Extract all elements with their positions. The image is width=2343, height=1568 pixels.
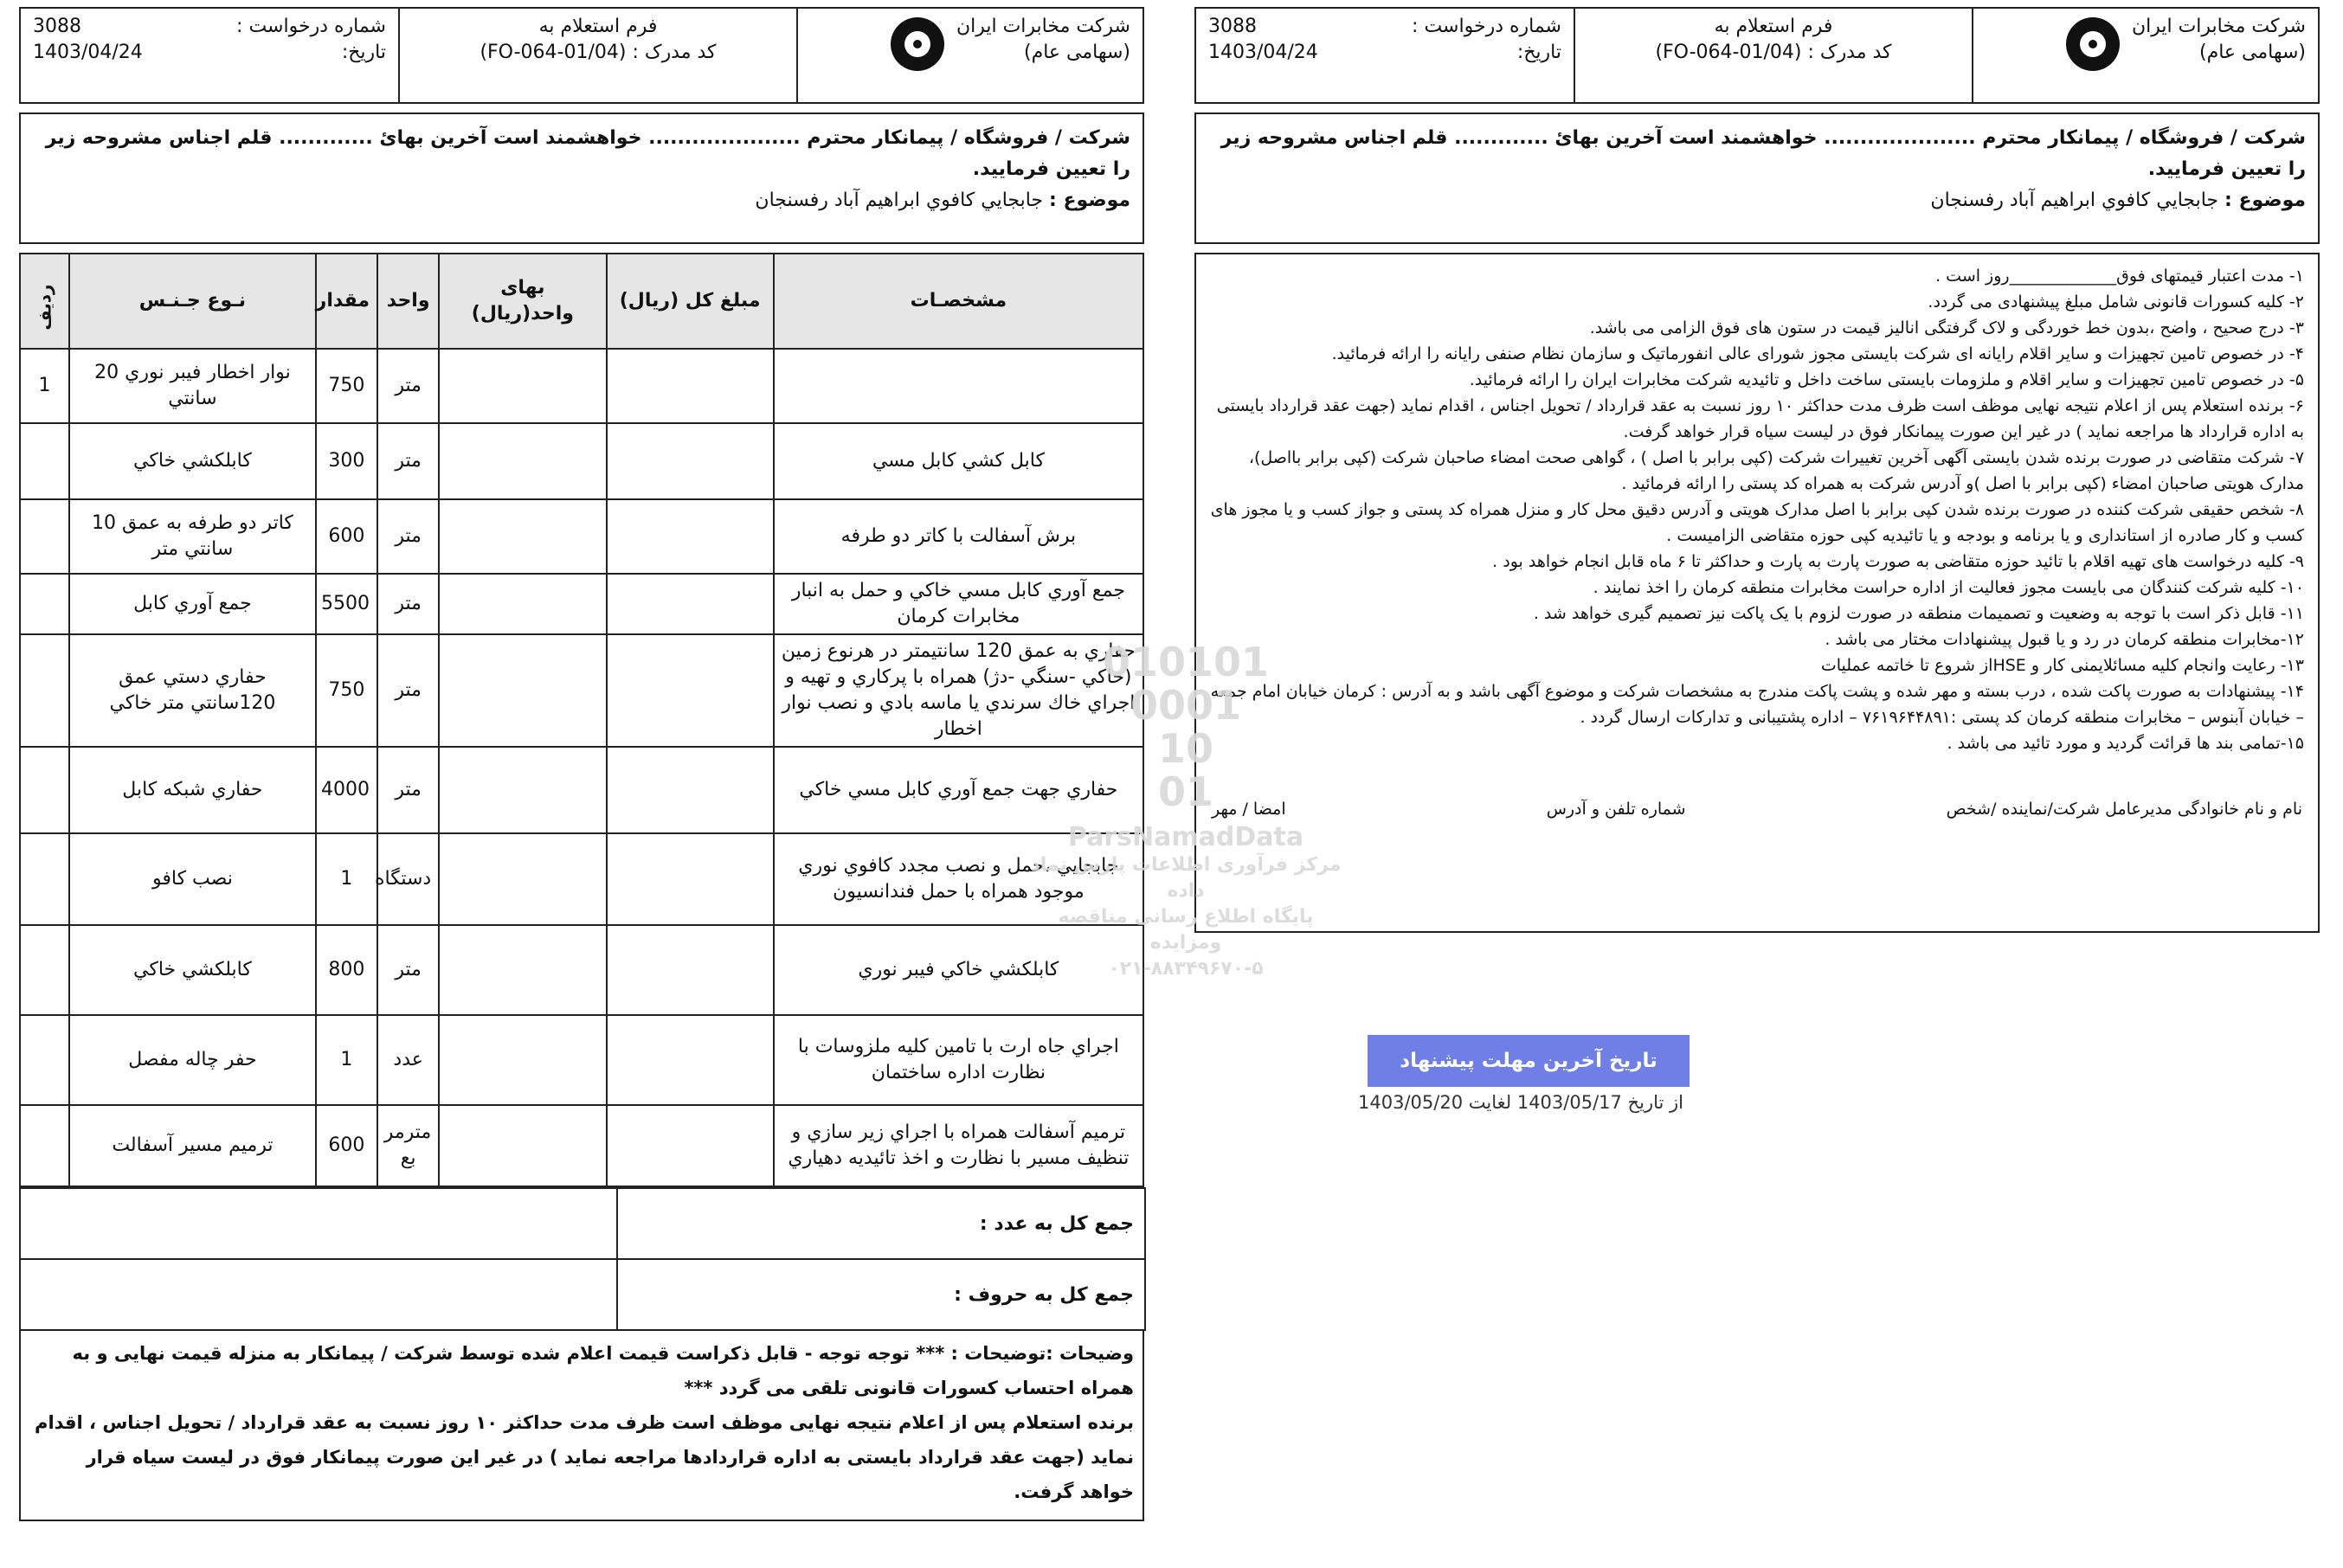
term-item: ۴- در خصوص تامین تجهیزات و سایر اقلام رایانه ای شرکت بایستی مجوز شورای عالی انفورماتیک و سازمان نظام صنفی رایانه را ارائه فرمائید. xyxy=(1331,344,2304,363)
signature-sign-label: امضا / مهر xyxy=(1212,800,1286,819)
cell-spec: جمع آوري كابل مسي خاكي و حمل به انبار مخابرات كرمان xyxy=(774,574,1143,634)
cell-qty: 800 xyxy=(316,925,377,1015)
sum-number-value xyxy=(20,1188,617,1259)
cell-row-no xyxy=(20,423,69,499)
cell-total xyxy=(607,423,774,499)
company-type: (سهامی عام) xyxy=(1023,42,1130,63)
intro-box xyxy=(19,112,1144,244)
cell-type: حفاري دستي عمق 120سانتي متر خاكي xyxy=(69,634,316,747)
cell-row-no xyxy=(20,747,69,833)
table-row xyxy=(20,423,1143,499)
term-item: ۷- شرکت متقاضی در صورت برنده شدن بایستی آگهی آخرین تغییرات شرکت (کپی برابر با اصل ) ، گواهی صحت امضاء صاحبان شرکت (کپی برابر بااصل)، مدارک هویتی صاحبان امضاء (کپی برابر با اصل )و آدرس شرکت به همراه کد پستی را ارائه فرمائید . xyxy=(1248,448,2304,493)
table-row xyxy=(20,1105,1143,1186)
company-block-2 xyxy=(1972,9,2318,102)
cell-total xyxy=(607,499,774,574)
col-row xyxy=(20,254,69,349)
form-title-2: فرم استعلام به xyxy=(1714,16,1833,37)
cell-unit-price xyxy=(439,574,606,634)
cell-type: حفر چاله مفصل xyxy=(69,1015,316,1105)
table-row xyxy=(20,833,1143,925)
cell-qty: 1 xyxy=(316,1015,377,1105)
term-item: ۱۳- رعایت وانجام کلیه مسائلایمنی کار و HSEاز شروع تا خاتمه عملیات xyxy=(1820,656,2304,675)
cell-total xyxy=(607,634,774,747)
items-table xyxy=(19,253,1144,1187)
table-row xyxy=(20,634,1143,747)
cell-total xyxy=(607,833,774,925)
cell-unit-price xyxy=(439,747,606,833)
cell-total xyxy=(607,747,774,833)
cell-unit: متر xyxy=(377,925,439,1015)
cell-unit-price xyxy=(439,634,606,747)
cell-row-no xyxy=(20,499,69,574)
form-title-block xyxy=(398,9,796,102)
deadline-button[interactable]: تاریخ آخرین مهلت پیشنهاد xyxy=(1368,1035,1690,1087)
cell-type: نصب كافو xyxy=(69,833,316,925)
cell-spec xyxy=(774,349,1143,423)
cell-qty: 750 xyxy=(316,349,377,423)
cell-qty: 600 xyxy=(316,1105,377,1186)
company-name: شرکت مخابرات ایران xyxy=(956,16,1130,37)
cell-type: نوار اخطار فيبر نوري 20 سانتي xyxy=(69,349,316,423)
date-label-2: تاریخ: xyxy=(1516,42,1561,63)
table-row xyxy=(20,499,1143,574)
request-block xyxy=(21,9,398,102)
term-item: ۱۲-مخابرات منطقه کرمان در رد و یا قبول پیشنهادات مختار می باشد . xyxy=(1825,630,2304,649)
watermark-line-2: پایگاه اطلاع رسانی مناقصه ومزایده xyxy=(1058,906,1314,954)
cell-unit: متر xyxy=(377,499,439,574)
tci-logo-icon xyxy=(891,17,944,71)
cell-spec: جابجايي ،حمل و نصب مجدد كافوي نوري موجود همراه با حمل فندانسيون xyxy=(774,833,1143,925)
cell-row-no xyxy=(20,1015,69,1105)
cell-type: كابلكشي خاكي xyxy=(69,925,316,1015)
form-header xyxy=(19,7,1144,104)
table-row xyxy=(20,574,1143,634)
cell-type: حفاري شبكه كابل xyxy=(69,747,316,833)
cell-unit: متر xyxy=(377,423,439,499)
cell-row-no xyxy=(20,574,69,634)
cell-row-no xyxy=(20,925,69,1015)
watermark-line-1: مرکز فرآوری اطلاعات پارس نماد داده xyxy=(1030,854,1342,902)
sum-words-value xyxy=(20,1259,617,1330)
col-row-label: ردیف xyxy=(34,284,55,331)
table-row xyxy=(20,747,1143,833)
cell-spec: حفاري جهت جمع آوري كابل مسي خاكي xyxy=(774,747,1143,833)
cell-row-no xyxy=(20,634,69,747)
term-item: ۱۵-تمامی بند ها قرائت گردید و مورد تائید می باشد . xyxy=(1947,734,2304,753)
term-item: ۵- در خصوص تامین تجهیزات و سایر اقلام و ملزومات بایستی ساخت داخل و تائیدیه شرکت مخابرات ایران را ارائه فرمائید. xyxy=(1469,370,2304,389)
col-qty: مقدار xyxy=(316,254,377,349)
signature-phone-label: شماره تلفن و آدرس xyxy=(1546,800,1686,819)
date-label: تاریخ: xyxy=(341,42,386,63)
date-2: 1403/04/24 xyxy=(1208,42,1318,63)
term-item: ۹- کلیه درخواست های تهیه اقلام با تائید حوزه متقاضی به صورت پارت به پارت و حداکثر تا ۶ ماه قابل انجام خواهد بود . xyxy=(1492,552,2304,571)
request-no: 3088 xyxy=(33,16,81,37)
notes-line-1: وضیحات :توضیحات : *** توجه توجه - قابل ذکراست قیمت اعلام شده توسط شرکت / پیمانکار به منزله قیمت نهایی و به همراه احتساب کسورات قانونی تلقی می گردد *** xyxy=(72,1343,1134,1398)
intro-text-2: شرکت / فروشگاه / پیمانکار محترم ..................... خواهشمند است آخرین بهایٔ ............. قلم اجناس مشروحه زیر را تعیین فرمایید. xyxy=(1220,127,2306,180)
sum-number-label: جمع کل به عدد : xyxy=(617,1188,1145,1259)
cell-qty: 5500 xyxy=(316,574,377,634)
intro-box-2 xyxy=(1194,112,2320,244)
subject-label-2: موضوع : xyxy=(2224,190,2306,211)
cell-unit: متر xyxy=(377,574,439,634)
parsnamad-watermark xyxy=(1021,639,1350,980)
request-no-2: 3088 xyxy=(1208,16,1257,37)
cell-unit: مترمر بع xyxy=(377,1105,439,1186)
request-block-2 xyxy=(1196,9,1574,102)
cell-row-no: 1 xyxy=(20,349,69,423)
subject-text: جابجايي كافوي ابراهيم آباد رفسنجان xyxy=(755,190,1044,211)
col-total: مبلغ كل (ریال) xyxy=(607,254,774,349)
cell-qty: 750 xyxy=(316,634,377,747)
doc-code: کد مدرک : (FO-064-01/04) xyxy=(480,42,717,63)
company-block xyxy=(796,9,1143,102)
term-item: ۱۰- کلیه شرکت کنندگان می بایست مجوز فعالیت از اداره حراست مخابرات منطقه کرمان را اخذ نمایند . xyxy=(1593,578,2304,597)
terms-box xyxy=(1194,253,2320,933)
cell-unit-price xyxy=(439,1015,606,1105)
cell-total xyxy=(607,349,774,423)
cell-unit-price xyxy=(439,423,606,499)
cell-unit: عدد xyxy=(377,1015,439,1105)
cell-spec: حفاري به عمق 120 سانتيمتر در هرنوع زمين (خاكي -سنگي -دژ) همراه با پركاري و تهيه و اجراي خاك سرندي يا ماسه بادي و نصب نوار اخطار xyxy=(774,634,1143,747)
terms-list xyxy=(1196,254,2318,765)
table-row xyxy=(20,925,1143,1015)
cell-type: جمع آوري كابل xyxy=(69,574,316,634)
col-unit-price: بهای واحد(ریال) xyxy=(439,254,606,349)
cell-qty: 600 xyxy=(316,499,377,574)
watermark-line-3: ۰۲۱-۸۸۳۴۹۶۷۰-۵ xyxy=(1108,958,1264,980)
cell-row-no xyxy=(20,833,69,925)
cell-spec: ترميم آسفالت همراه با اجراي زير سازي و تنظيف مسير با نظارت و اخذ تائيديه دهياري xyxy=(774,1105,1143,1186)
request-no-label: شماره درخواست : xyxy=(236,16,386,37)
cell-type: كابلكشي خاكي xyxy=(69,423,316,499)
cell-qty: 300 xyxy=(316,423,377,499)
cell-type: كاتر دو طرفه به عمق 10 سانتي متر xyxy=(69,499,316,574)
cell-type: ترميم مسير آسفالت xyxy=(69,1105,316,1186)
cell-unit: دستگاه xyxy=(377,833,439,925)
cell-qty: 1 xyxy=(316,833,377,925)
term-item: ۱- مدت اعتبار قیمتهای فوق_____________روز است . xyxy=(1935,267,2304,286)
cell-spec: اجراي جاه ارت با تامين كليه ملزوسات با نظارت اداره ساختمان xyxy=(774,1015,1143,1105)
watermark-bits: 010101 0001 10 01 xyxy=(1102,639,1270,815)
cell-total xyxy=(607,574,774,634)
col-type: نـوع جـنـس xyxy=(69,254,316,349)
cell-spec: كابل كشي كابل مسي xyxy=(774,423,1143,499)
cell-row-no xyxy=(20,1105,69,1186)
intro-text: شرکت / فروشگاه / پیمانکار محترم ..................... خواهشمند است آخرین بهایٔ ............. قلم اجناس مشروحه زیر را تعیین فرمایید. xyxy=(45,127,1130,180)
sum-number-row xyxy=(20,1188,1145,1259)
inquiry-form-page-2 xyxy=(1194,7,2320,933)
term-item: ۱۱- قابل ذکر است با توجه به وضعیت و تصمیمات منطقه در صورت لزوم با یک پاکت نیز تصمیم گیری خواهد شد . xyxy=(1533,604,2304,623)
company-name-2: شرکت مخابرات ایران xyxy=(2131,16,2306,37)
term-item: ۲- کلیه کسورات قانونی شامل مبلغ پیشنهادی می گردد. xyxy=(1928,292,2304,312)
sum-words-label: جمع کل به حروف : xyxy=(617,1259,1145,1330)
cell-qty: 4000 xyxy=(316,747,377,833)
term-item: ۱۴- پیشنهادات به صورت پاکت شده ، درب بسته و مهر شده و پشت پاکت مندرج به مشخصات شرکت و موضوع آگهی باشد و به آدرس : کرمان خیابان امام جمعه – خیابان آبنوس – مخابرات منطقه کرمان کد پستی :۷۶۱۹۶۴۴۸۹۱ – اداره پشتیبانی و تدارکات ارسال گردد . xyxy=(1210,682,2304,727)
signature-name-label: نام و نام خانوادگی مدیرعامل شرکت/نماینده /شخص xyxy=(1946,800,2302,819)
cell-unit-price xyxy=(439,1105,606,1186)
cell-unit-price xyxy=(439,349,606,423)
tci-logo-icon xyxy=(2066,17,2120,71)
inquiry-form-page-1 xyxy=(19,7,1144,1523)
date: 1403/04/24 xyxy=(33,42,143,63)
form-title-block-2 xyxy=(1574,9,1972,102)
company-type-2: (سهامی عام) xyxy=(2198,42,2306,63)
table-row xyxy=(20,349,1143,423)
subject-text-2: جابجايي كافوي ابراهيم آباد رفسنجان xyxy=(1930,190,2219,211)
term-item: ۸- شخص حقیقی شرکت کننده در صورت برنده شدن کپی برابر با اصل مدارک هویتی و آدرس دقیق محل کار و منزل همراه کد پستی و جواز کسب و یا مجوز های کسب و کار صادره از استانداری و یا برنامه و بودجه و یا تائیدیه کپی حوزه متقاضی الزامیست . xyxy=(1210,500,2304,545)
sum-words-row xyxy=(20,1259,1145,1330)
col-unit: واحد xyxy=(377,254,439,349)
cell-spec: كابلكشي خاكي فيبر نوري xyxy=(774,925,1143,1015)
cell-unit: متر xyxy=(377,349,439,423)
cell-total xyxy=(607,1015,774,1105)
subject-label: موضوع : xyxy=(1049,190,1130,211)
watermark-brand: ParsNamadData xyxy=(1067,822,1304,852)
cell-unit-price xyxy=(439,499,606,574)
totals-table xyxy=(19,1187,1146,1331)
signature-row xyxy=(1196,791,2318,827)
term-item: ۳- درج صحیح ، واضح ،بدون خط خوردگی و لاک گرفتگی انالیز قیمت در ستون های فوق الزامی می باشد. xyxy=(1589,318,2304,337)
cell-spec: برش آسفالت با كاتر دو طرفه xyxy=(774,499,1143,574)
cell-total xyxy=(607,1105,774,1186)
form-title: فرم استعلام به xyxy=(538,16,658,37)
cell-unit-price xyxy=(439,833,606,925)
col-spec: مشخصـات xyxy=(774,254,1143,349)
cell-unit: متر xyxy=(377,634,439,747)
request-no-label-2: شماره درخواست : xyxy=(1412,16,1561,37)
form-header-2 xyxy=(1194,7,2320,104)
cell-unit-price xyxy=(439,925,606,1015)
notes-line-2: برنده استعلام پس از اعلام نتیجه نهایی موظف است ظرف مدت حداکثر ۱۰ روز نسبت به عقد قرارداد / تحویل اجناس ، اقدام نماید (جهت عقد قرارداد بایستی به اداره قراردادها مراجعه نماید ) در غیر این صورت پیمانکار فوق در لیست سیاه قرار خواهد گرفت. xyxy=(35,1412,1134,1502)
cell-unit: متر xyxy=(377,747,439,833)
term-item: ۶- برنده استعلام پس از اعلام نتیجه نهایی موظف است ظرف مدت حداکثر ۱۰ روز نسبت به عقد قرارداد / تحویل اجناس ، اقدام نماید (جهت عقد قرارداد بایستی به اداره قرارداد ها مراجعه نماید ) در غیر این صورت پیمانکار فوق در لیست سیاه قرار خواهد گرفت. xyxy=(1216,396,2304,441)
notes-box xyxy=(19,1329,1144,1521)
doc-code-2: کد مدرک : (FO-064-01/04) xyxy=(1655,42,1892,63)
deadline-range: از تاریخ 1403/05/17 لغایت 1403/05/20 xyxy=(1358,1092,1683,1113)
table-header-row xyxy=(20,254,1143,349)
cell-total xyxy=(607,925,774,1015)
table-row xyxy=(20,1015,1143,1105)
